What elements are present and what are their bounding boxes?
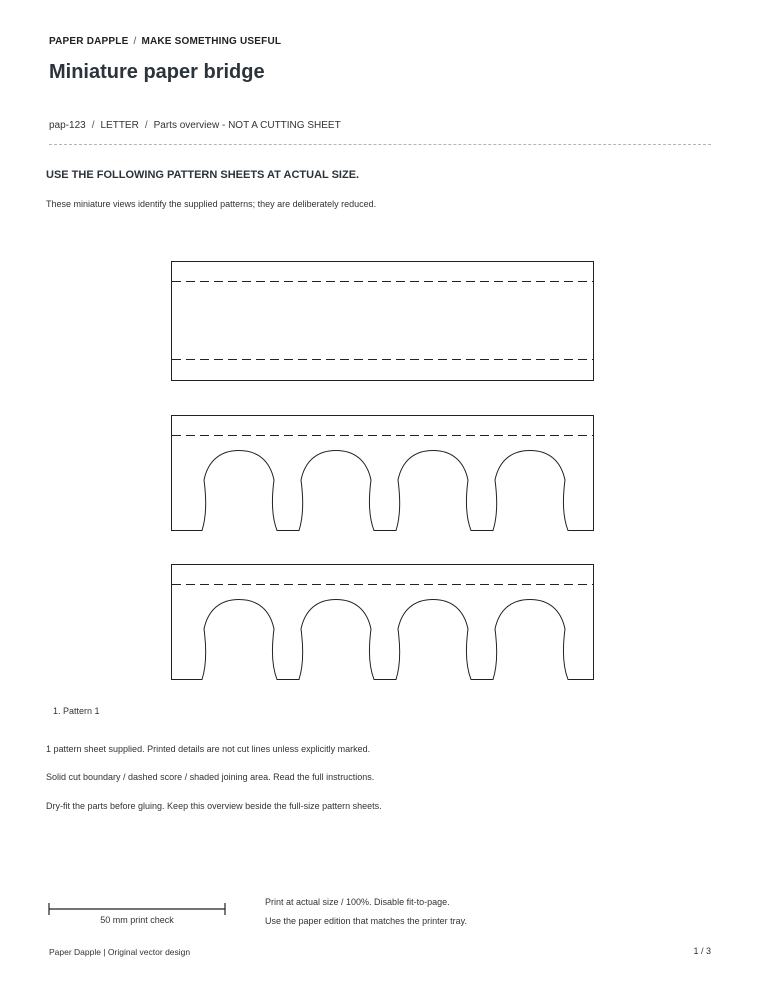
brand-tagline: MAKE SOMETHING USEFUL: [141, 36, 282, 47]
note-line-legend: Solid cut boundary / dashed score / shaded joining area. Read the full instructions.: [46, 772, 375, 782]
scale-bar: [48, 902, 226, 916]
brand-separator: /: [133, 36, 137, 47]
page-title: Miniature paper bridge: [49, 61, 265, 83]
page-number: 1 / 3: [693, 946, 711, 956]
intro-text: These miniature views identify the supplied patterns; they are deliberately reduced.: [46, 199, 377, 209]
cut-outline: [172, 565, 594, 680]
meta-separator: /: [91, 120, 95, 131]
print-instruction-paper: Use the paper edition that matches the printer tray.: [265, 916, 467, 926]
section-heading: USE THE FOLLOWING PATTERN SHEETS AT ACTUAL SIZE.: [46, 169, 360, 181]
paper-size: LETTER: [100, 120, 139, 131]
deck-strip-part: [172, 262, 594, 381]
pattern-caption: 1. Pattern 1: [53, 706, 100, 716]
print-instruction-size: Print at actual size / 100%. Disable fit-to-page.: [265, 897, 450, 907]
brand-name: PAPER DAPPLE: [49, 36, 129, 47]
cut-outline: [172, 262, 594, 381]
meta-separator: /: [144, 120, 148, 131]
note-dry-fit: Dry-fit the parts before gluing. Keep this overview beside the full-size pattern sheets.: [46, 801, 382, 811]
scale-bar-label: 50 mm print check: [100, 915, 174, 925]
pattern-code: pap-123: [49, 120, 86, 131]
sheet-description: Parts overview - NOT A CUTTING SHEET: [153, 120, 341, 131]
arched-side-part: [172, 565, 594, 680]
note-sheets-supplied: 1 pattern sheet supplied. Printed details are not cut lines unless explicitly marked.: [46, 744, 371, 754]
cut-outline: [172, 416, 594, 531]
footer-credit: Paper Dapple | Original vector design: [49, 947, 191, 957]
arched-side-part: [172, 416, 594, 531]
